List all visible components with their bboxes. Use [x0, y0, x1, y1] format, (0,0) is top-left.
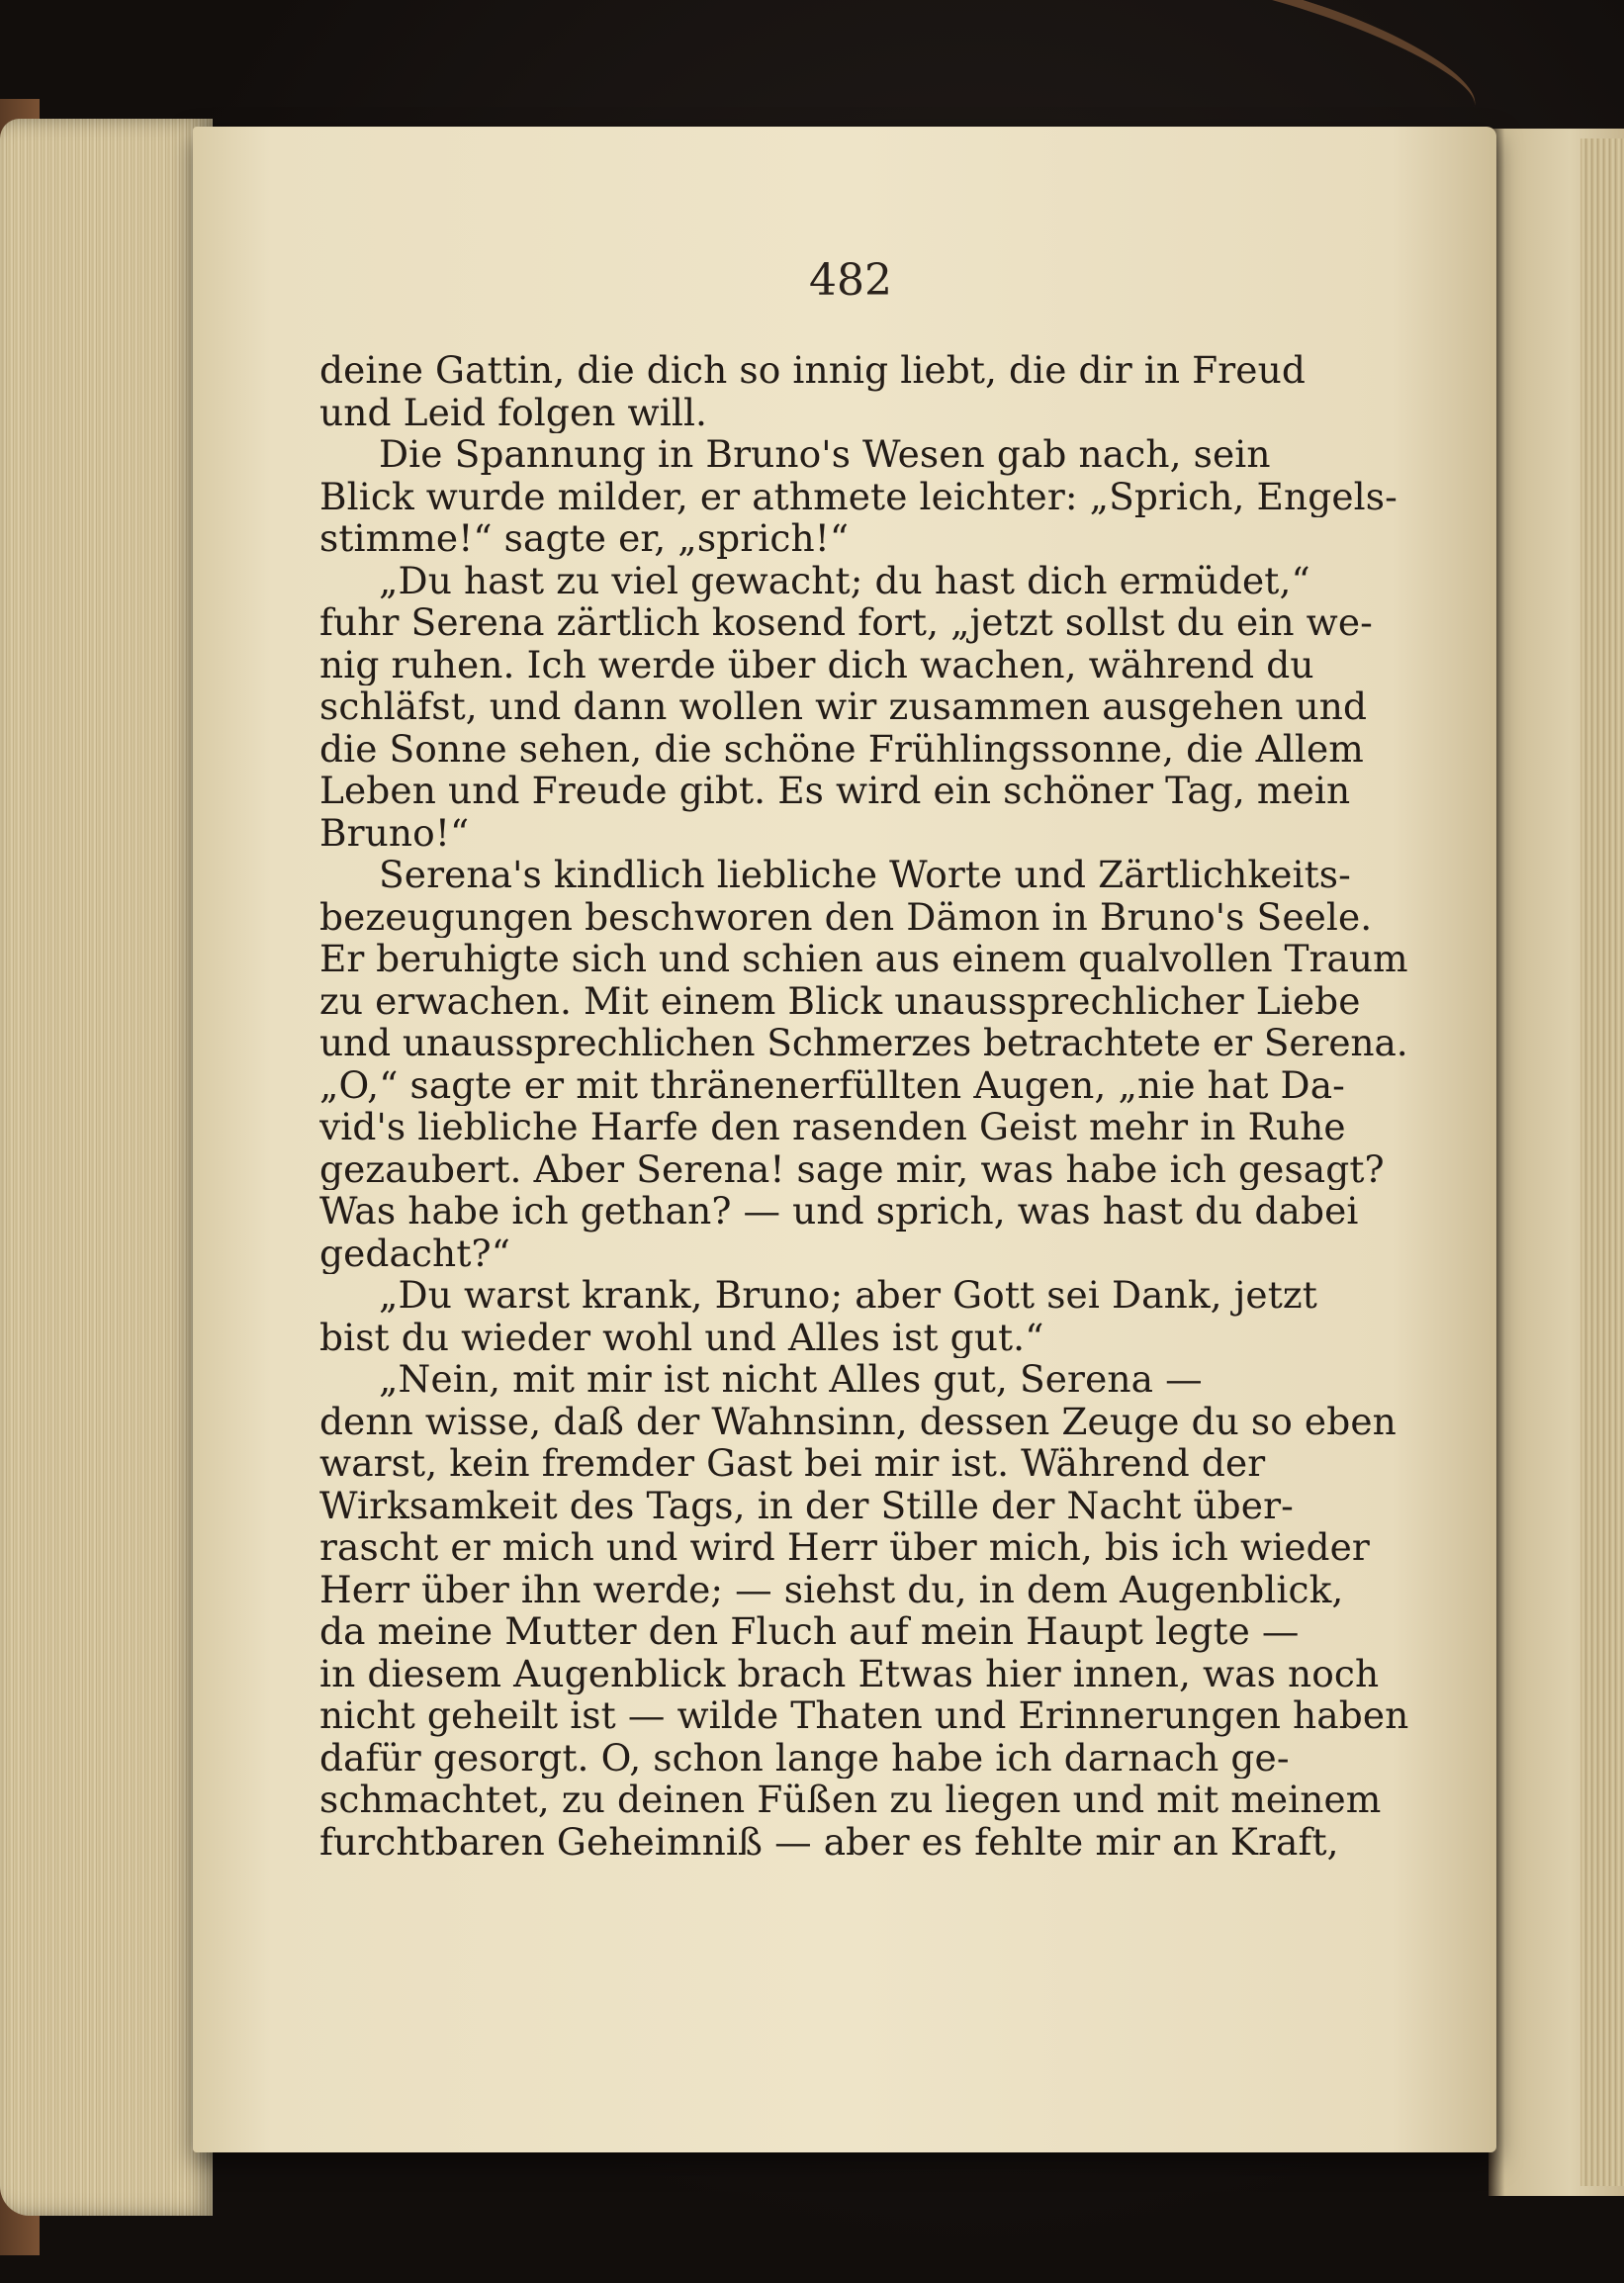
body-text — [319, 349, 1413, 1863]
text-line: Die Spannung in Bruno's Wesen gab nach, sein — [379, 433, 1271, 476]
text-line: die Sonne sehen, die schöne Frühlingssonne, die Allem — [319, 727, 1364, 770]
text-line: dafür gesorgt. O, schon lange habe ich darnach ge- — [319, 1736, 1290, 1779]
text-line: „Du hast zu viel gewacht; du hast dich ermüdet,“ — [379, 559, 1310, 601]
text-line: Wirksamkeit des Tags, in der Stille der Nacht über- — [319, 1484, 1294, 1526]
text-line: gezaubert. Aber Serena! sage mir, was habe ich gesagt? — [319, 1147, 1385, 1190]
text-line: schläfst, und dann wollen wir zusammen ausgehen und — [319, 685, 1368, 728]
text-line: Er beruhigte sich und schien aus einem qualvollen Traum — [319, 938, 1408, 980]
text-line: Blick wurde milder, er athmete leichter: „Sprich, Engels- — [319, 475, 1398, 517]
text-line: rascht er mich und wird Herr über mich, bis ich wieder — [319, 1526, 1370, 1569]
text-line: Was habe ich gethan? — und sprich, was hast du dabei — [319, 1190, 1359, 1233]
text-line: zu erwachen. Mit einem Blick unaussprechlicher Liebe — [319, 979, 1361, 1022]
text-line: Leben und Freude gibt. Es wird ein schöner Tag, mein — [319, 770, 1351, 812]
text-line: da meine Mutter den Fluch auf mein Haupt legte — — [319, 1610, 1300, 1653]
text-line: nig ruhen. Ich werde über dich wachen, während du — [319, 643, 1314, 685]
text-line: in diesem Augenblick brach Etwas hier innen, was noch — [319, 1652, 1380, 1694]
text-line: vid's liebliche Harfe den rasenden Geist mehr in Ruhe — [319, 1106, 1346, 1148]
text-line: furchtbaren Geheimniß — aber es fehlte mir an Kraft, — [319, 1820, 1339, 1863]
text-line: nicht geheilt ist — wilde Thaten und Erinnerungen haben — [319, 1694, 1409, 1737]
text-line: warst, kein fremder Gast bei mir ist. Während der — [319, 1442, 1266, 1485]
text-line: „Du warst krank, Bruno; aber Gott sei Dank, jetzt — [379, 1274, 1317, 1317]
book-page — [193, 127, 1496, 2152]
text-line: Bruno!“ — [319, 811, 470, 854]
page-block-edges — [0, 119, 213, 2216]
text-line: und unaussprechlichen Schmerzes betrachtete er Serena. — [319, 1022, 1408, 1064]
text-line: fuhr Serena zärtlich kosend fort, „jetzt sollst du ein we- — [319, 601, 1373, 644]
text-line: „Nein, mit mir ist nicht Alles gut, Serena — — [379, 1358, 1203, 1401]
text-line: und Leid folgen will. — [319, 391, 708, 433]
facing-page-edges — [1580, 138, 1624, 2186]
text-line: stimme!“ sagte er, „sprich!“ — [319, 517, 850, 560]
text-line: denn wisse, daß der Wahnsinn, dessen Zeuge du so eben — [319, 1400, 1397, 1442]
text-line: bezeugungen beschworen den Dämon in Bruno's Seele. — [319, 895, 1373, 938]
text-line: Herr über ihn werde; — siehst du, in dem Augenblick, — [319, 1568, 1344, 1610]
page-number: 482 — [809, 255, 892, 306]
text-line: gedacht?“ — [319, 1232, 510, 1274]
text-line: bist du wieder wohl und Alles ist gut.“ — [319, 1316, 1044, 1358]
text-line: „O,“ sagte er mit thränenerfüllten Augen, „nie hat Da- — [319, 1063, 1345, 1106]
text-line: Serena's kindlich liebliche Worte und Zärtlichkeits- — [379, 854, 1351, 896]
text-line: schmachtet, zu deinen Füßen zu liegen und mit meinem — [319, 1779, 1382, 1821]
text-line: deine Gattin, die dich so innig liebt, die dir in Freud — [319, 349, 1306, 392]
